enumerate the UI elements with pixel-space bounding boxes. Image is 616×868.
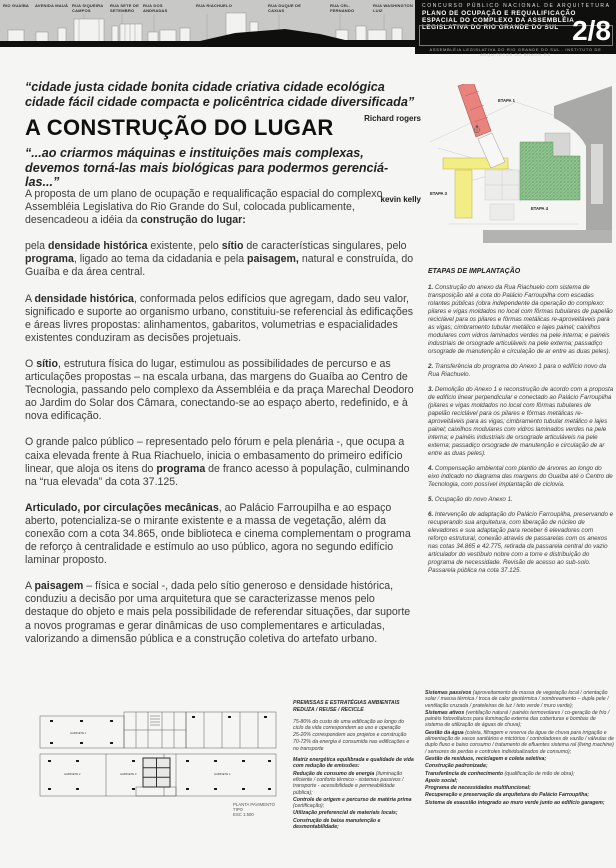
stage-item: 1. Construção do anexo da Rua Riachuelo com sistema de transposição até a cota do Palácio Farroupilha com escadas rolantes públicas (obra independente da operação do complexo: pilares e vigas moldados no local com fôrmas tubulares de papelão reciclável para os pilares e fôrmas metálicas re-aproveitáveis para as vigas; cimbramento tubular metálico e lajes painel; caixilhos modulares com vidros laminados verdes na pele interna; e painéis industriais de orsograde articuláveis na pele externa; passadiço orsograde de manutenção e circulação de ar entre as duas peles). (428, 284, 613, 355)
page-title: A CONSTRUÇÃO DO LUGAR (25, 115, 334, 140)
competition-name: CONCURSO PÚBLICO NACIONAL DE ARQUITETURA (422, 3, 611, 9)
premises-line: Redução de consumo de energia (iluminação eficiente / conforto térmico - sistemas passivos / transporte - acessibilidade e permeabilidade pública); (293, 770, 404, 796)
body-text-column (25, 188, 417, 659)
premises-line: Controle de origem e percurso de matéria prima (certificação); (293, 796, 412, 810)
header-title-block (415, 0, 616, 57)
systems-line: Gestão de resíduos, reciclagem e coleta seletiva; (425, 755, 547, 762)
elevator-core (143, 758, 170, 787)
street-label: RUA DOS ANDRADAS (143, 3, 168, 13)
paragraph: A proposta de um plano de ocupação e requalificação espacial do complexo Assembléia Legislativa do Rio Grande do Sul, colocada publicamente, desencadeou a idéia da construção do lugar: (25, 188, 383, 227)
room-label: GABINETE 1 (70, 731, 87, 735)
systems-line: Sistemas ativos (ventilação natural / painéis termovolares / co-geração de frio / painéis fotovoltaicos para iluminação externa das coberturas e bombas de sistema de utilização de águas de chuva); (425, 709, 610, 729)
systems-line: Gestão da água (coleta, filtragem e reserva da água de chuva para irrigação e alimentação de vasos sanitários e mictórios / controladores de vazão / válvulas de duplo fluxo e baixo consumo / tratamento de efluentes sistema ral (living machine) / sensores de perdas e controles individualizados de consumo); (425, 729, 614, 755)
street-label: RUA SETE DE SETEMBRO (110, 3, 139, 13)
floor-plan-drawing (36, 708, 280, 809)
systems-line: Transferência de conhecimento (qualificação de mão de obra); (425, 770, 575, 777)
stage-item: 5. Ocupação do novo Anexo 1. (428, 496, 513, 503)
street-label: RUA CEL. FERNANDO (330, 3, 355, 13)
street-label: RIO GUAÍBA (3, 3, 29, 8)
premises-line: 25-20% correspondem aos projetos e construção (293, 732, 407, 739)
floor-plan-svg (36, 708, 280, 804)
site-plan-diagram (428, 84, 612, 261)
premises-title: PREMISSAS E ESTRATÉGIAS AMBIENTAIS (293, 700, 400, 706)
street-label: RUA WASHINGTON LUIZ (373, 3, 413, 13)
room-label: GABINETE 3 (120, 772, 137, 776)
systems-line: Construção padronizada; (425, 763, 488, 770)
environmental-premises-section (293, 700, 415, 831)
premises-subtitle: REDUZA / REUSE / RECICLE (293, 707, 364, 714)
stages-title: ETAPAS DE IMPLANTAÇÃO (428, 268, 521, 275)
paragraph: A densidade histórica, conformada pelos edifícios que agregam, dado seu valor, significado e suporte ao organismo urbano, constituiu-se referencial às edificações e áreas livres propostas: alinhamentos, gabaritos, volumetrias e espacialidades existentes conduziram as decisões projetuais. (25, 292, 414, 344)
street-label: RUA RIACHUELO (196, 3, 233, 8)
etapa1-label: ETAPA 1 (498, 98, 515, 103)
implementation-stages-section (428, 268, 614, 582)
paragraph: O sítio, estrutura física do lugar, estimulou as possibilidades de percurso e as articulações propostas – na escala urbana, das margens do Guaíba ao Centro de Tecnologia, passando pelo complexo da Assembléia e da praça Marechal Deodoro ao Jardim do Solar dos Câmara, conectando-se ao espaço aberto, redefinido, e à nova edificação. (25, 357, 414, 423)
credit-line: ASSEMBLÉIA LEGISLATIVA DO RIO GRANDE DO SUL . INSTITUTO DE ARQUITETOS DO BRASIL RS (429, 47, 602, 57)
premises-line: 70-72% da energia é consumida nas edificações e no transporte (293, 739, 410, 752)
etapa4-label: ETAPA 4 (531, 206, 548, 211)
etapa4-area (520, 142, 580, 200)
paragraph: Articulado, por circulações mecânicas, ao Palácio Farroupilha e ao espaço aberto, potencializa-se o mirante existente e a massa de vegetação, além da conexão com a cota 34.865, onde biblioteca e cinema complementam o programa de reforço à centralidade e estímulo ao uso público, agora no segundo edifício laminar proposto. (25, 501, 411, 567)
stage-item: 3. Demolição do Anexo 1 e reconstrução de acordo com a proposta de edifício linear perpendicular e conectado ao Palácio Farroupilha (pilares e vigas moldados no local com fôrmas tubulares de papelão reciclável para os pilares e fôrmas metálicas re-aproveitáveis para as vigas; cimbramento tubular metálico e lajes painel; caixilhos modulares com vidros laminados verdes na pele interna; e painéis industriais de orsograde articuláveis na pele externa; passadiço orsograde de manutenção e circulação de ar entre as duas peles). (428, 386, 614, 457)
premises-line: Utilização preferencial de materiais locais; (293, 810, 398, 817)
quote-rogers-author: Richard rogers (364, 114, 421, 124)
premises-line: Construção de baixa manutenção e desmontabilidade; (293, 817, 381, 831)
premises-line: Matriz energética equilibrada e qualidade de vida com redução de emissões: (293, 757, 414, 770)
project-title: PLANO DE OCUPAÇÃO E REQUALIFICAÇÃO ESPACIAL DO COMPLEXO DA ASSEMBLÉIA LEGISLATIVA DO RIO GRANDE DO SUL (422, 10, 576, 32)
quote-kelly-text: “...ao criarmos máquinas e instituições mais complexas, devemos torná-las mais biológicas para podermos gerenciá-las...” (25, 146, 389, 190)
systems-line: Sistema de exaustão integrado ao muro verde junto ao edifício garagem; (425, 799, 605, 806)
premises-line: 75-80% do custo de uma edificação ao longo do ciclo da vida correspondem ao uso e operação (293, 718, 405, 731)
quote-kelly-author: kevin kelly (380, 194, 421, 204)
header-skyline-strip (0, 0, 415, 47)
systems-line: Programa de necessidades multifuncional; (425, 785, 531, 792)
building-silhouettes (8, 13, 402, 43)
site-plan-svg (428, 84, 612, 256)
systems-line: Sistemas passivos (aproveitamento da massa de vegetação local / orientação solar / massa térmica / troca de calor geotérmica / sombreamento – dupla pele / ventilação cruzada / prateleiras de luz / teto verde / muro verde); (425, 690, 609, 709)
street-label: AVENIDA MAUÁ (35, 3, 69, 8)
street-label: RUA SIQUEIRA CAMPOS (72, 3, 104, 13)
systems-line: Recuperação e preservação da arquitetura do Palácio Farroupilha; (425, 792, 590, 799)
stage-item: 6. Intervenção de adaptação do Palácio Farroupilha, preservando e recuperando sua arquitetura, com liberação de núcleo de elevadores e sua adaptação para receber 6 elevadores com reforço estrutural, conexão através de passarelas com os anexos nas cotas 34.865 e 42.775, retirada da passarela central do vazio articulador do vestíbulo nobre com a torre e distribuição do programa de necessidade. Revisão de acesso ao sub-solo. Passarela pública na cota 37.125. (428, 511, 614, 574)
stage-item: 4. Compensação ambiental com plantio de árvores ao longo do eixo indicado no diagrama das margens do Guaíba até o Centro de Tecnologia, com possível implantação de ciclovia. (428, 465, 613, 488)
etapa3-label: ETAPA 3 (430, 191, 447, 196)
plan-caption-scale: ESC 1:500 (233, 812, 254, 818)
paragraph: A paisagem – física e social -, dada pelo sítio generoso e densidade histórica, conduziu a decisão por uma arquitetura que se caracterizasse menos pelo destaque do objeto e mais pela possibilidade de referendar situações, dar suporte a novos programas e gerar dinâmicas de uso complementares e articuladas, valorizando a dimensão pública e a construção coletiva do artefato urbano. (25, 580, 411, 645)
room-label: GABINETE 4 (214, 772, 231, 776)
room-label: GABINETE 2 (64, 772, 81, 776)
plan-caption-title: PLANTA PAVIMENTO TIPO (233, 802, 275, 813)
systems-line: Apoio social; (425, 777, 458, 784)
quote-rogers-text: “cidade justa cidade bonita cidade criativa cidade ecológica cidade fácil cidade compacta e policêntrica cidade diversificada” (25, 80, 415, 109)
plan-caption (233, 802, 277, 818)
paragraph: O grande palco público – representado pelo fórum e pela plenária -, que ocupa a caixa elevada frente à Rua Riachuelo, inicia o embasamento do primeiro edifício linear, que aloja os itens do programa de franco acesso à população, culminando na “rua elevada” da cota 37.125. (25, 436, 410, 488)
paragraph: pela densidade histórica existente, pelo sítio de características singulares, pelo programa, ligado ao tema da cidadania e pela paisagem, natural e construída, do Guaíba e da área central. (25, 240, 414, 279)
page-number: 2/8 (572, 15, 611, 46)
street-label: RUA DUQUE DE CAXIAS (268, 3, 302, 13)
systems-section (425, 690, 615, 807)
stage-item: 2. Transferência do programa do Anexo 1 para o edifício novo da Rua Riachuelo. (428, 363, 607, 378)
